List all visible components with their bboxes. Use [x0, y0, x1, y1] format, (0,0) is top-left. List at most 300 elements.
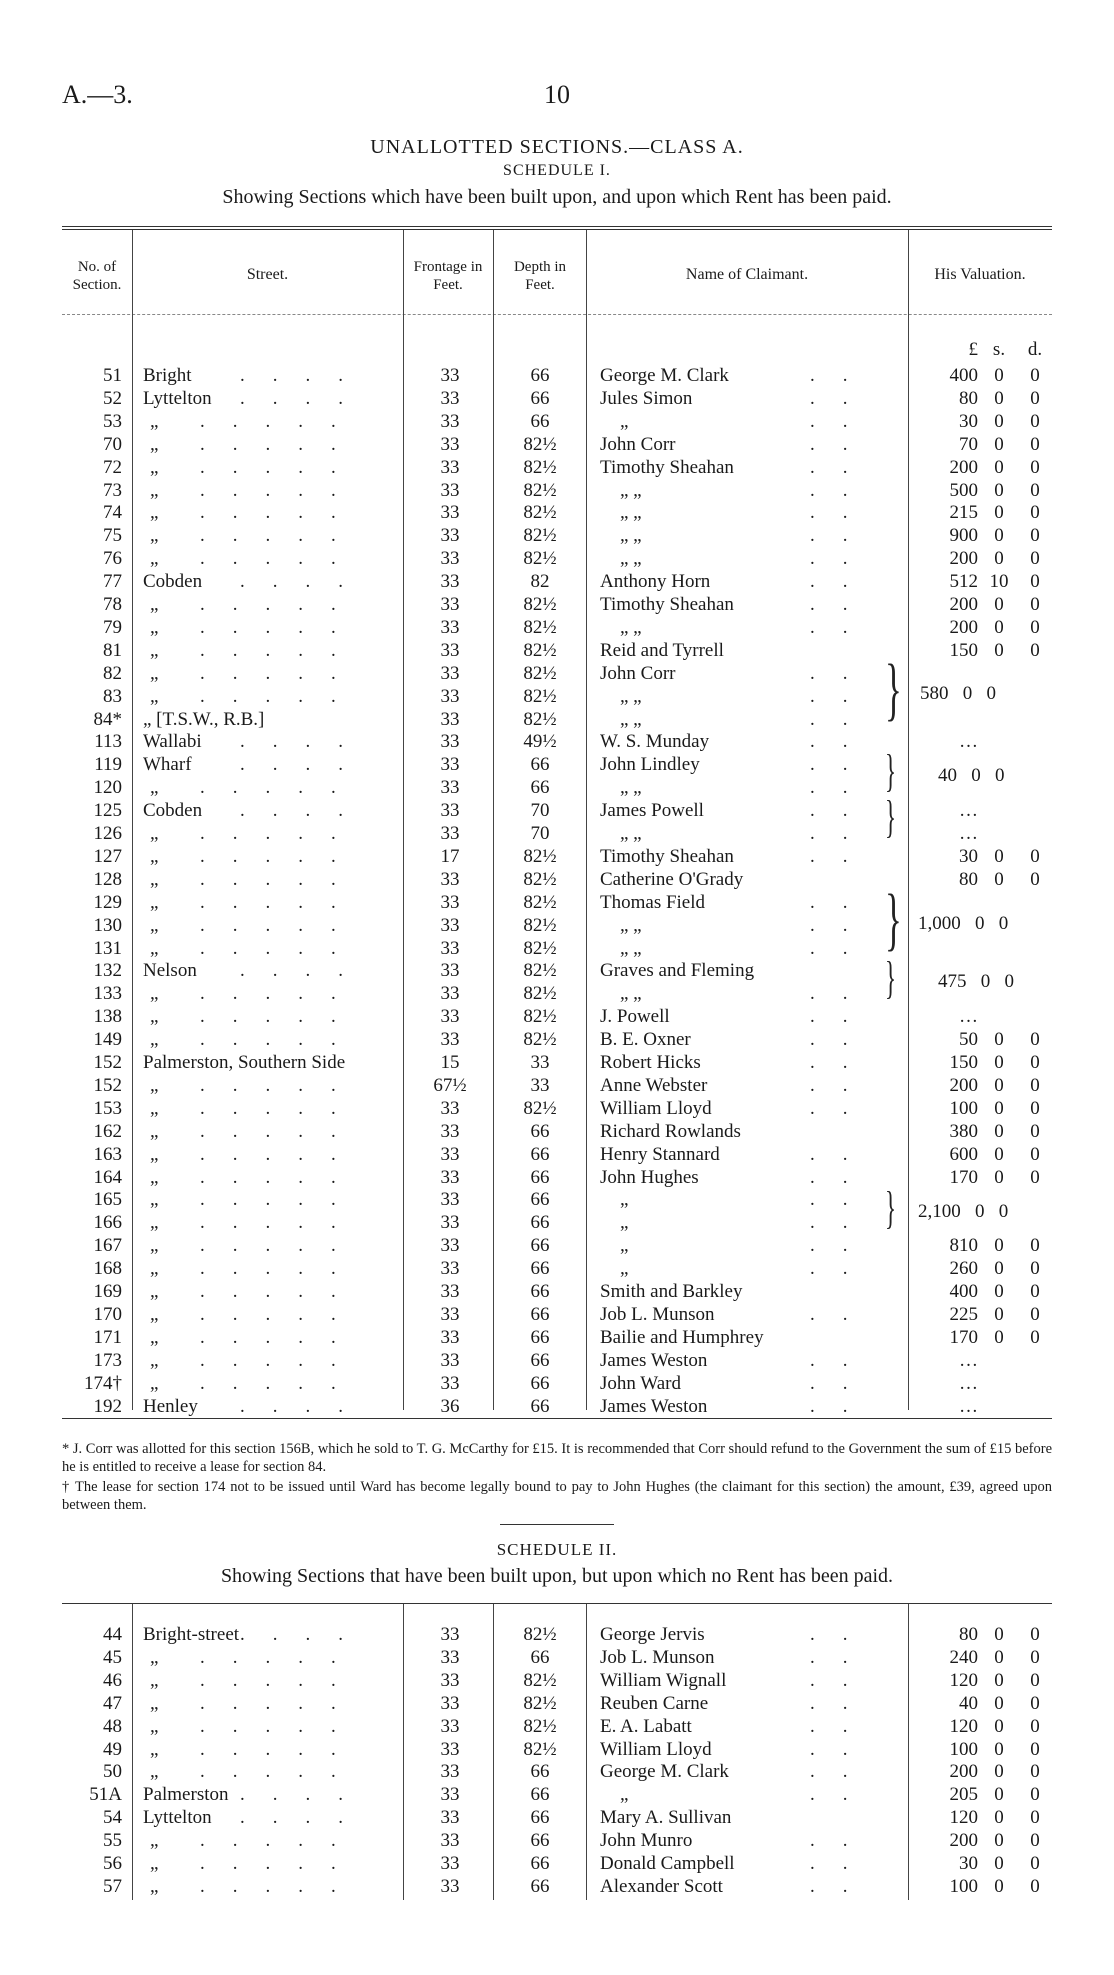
- section-number: 127: [93, 845, 122, 867]
- table-row: [0, 1875, 1114, 1898]
- valuation-shillings: 0: [994, 1029, 1004, 1051]
- section-number: 125: [93, 800, 122, 822]
- depth: 82½: [523, 937, 557, 959]
- table-row: [0, 479, 1114, 502]
- claimant-name: „ „: [620, 502, 642, 524]
- section-number: 153: [93, 1097, 122, 1119]
- section-number: 152: [93, 1052, 122, 1073]
- leader-dots: .....: [200, 1120, 364, 1142]
- valuation-pence: 0: [1030, 1143, 1040, 1165]
- valuation-shillings: 0: [994, 1761, 1004, 1783]
- claimant-name: William Lloyd: [600, 1738, 712, 1760]
- claimant-name: „ „: [620, 548, 642, 570]
- street-name: „: [150, 1761, 159, 1783]
- frontage: 33: [440, 365, 460, 386]
- claimant-name: „ „: [620, 685, 642, 707]
- street-name: Henley: [143, 1395, 198, 1417]
- depth: 82½: [523, 891, 557, 913]
- section-number: 72: [103, 456, 122, 478]
- section-number: 165: [93, 1189, 122, 1211]
- leader-dots: .....: [200, 525, 364, 547]
- frontage: 33: [440, 1281, 460, 1302]
- valuation-pounds: 50: [959, 1029, 978, 1051]
- frontage: 36: [440, 1395, 460, 1417]
- leader-dots: .....: [200, 1372, 364, 1394]
- section-number: 138: [93, 1006, 122, 1028]
- table-row: [0, 1257, 1114, 1280]
- valuation-pence: 0: [1030, 1052, 1040, 1073]
- table-row: [0, 1829, 1114, 1852]
- frontage: 33: [440, 1006, 460, 1028]
- section-number: 120: [93, 777, 122, 799]
- valuation-pounds: 512: [949, 571, 978, 593]
- section-number: 128: [93, 868, 122, 890]
- street-name: „: [150, 1235, 159, 1257]
- depth: 82½: [523, 868, 557, 890]
- claimant-name: W. S. Munday: [600, 731, 710, 753]
- street-name: „: [150, 777, 159, 799]
- frontage: 33: [440, 708, 460, 730]
- schedule-two-subtitle: Showing Sections that have been built upon, but upon which no Rent has been paid.: [220, 1565, 894, 1587]
- valuation-pounds: 215: [949, 502, 978, 524]
- leader-dots: ..: [810, 1784, 876, 1806]
- leader-dots: ..: [810, 685, 876, 707]
- street-name: „: [150, 1738, 159, 1760]
- document-code: A.—3.: [62, 80, 133, 109]
- valuation-shillings: 0: [994, 410, 1004, 432]
- valuation-shillings: 0: [994, 639, 1004, 661]
- street-name: „: [150, 479, 159, 501]
- valuation-pounds: …: [959, 1349, 978, 1371]
- section-number: 119: [94, 754, 122, 776]
- street-name: „: [150, 983, 159, 1005]
- leader-dots: .....: [200, 1853, 364, 1874]
- claimant-name: E. A. Labatt: [600, 1715, 692, 1737]
- leader-dots: ..: [810, 800, 876, 822]
- table-row: [0, 593, 1114, 616]
- section-number: 152: [93, 1074, 122, 1096]
- valuation-pounds: 260: [949, 1258, 978, 1280]
- table-row: [0, 822, 1114, 845]
- section-number: 168: [93, 1258, 122, 1280]
- frontage: 33: [440, 1715, 460, 1737]
- valuation-pence: 0: [1030, 1097, 1040, 1119]
- leader-dots: .....: [200, 845, 364, 867]
- leader-dots: ..: [810, 548, 876, 570]
- grouped-valuation: 2,100 0 0: [918, 1201, 1009, 1222]
- valuation-pence: 0: [1030, 1784, 1040, 1806]
- table-row: [0, 1806, 1114, 1829]
- claimant-name: Graves and Fleming: [600, 960, 755, 982]
- schedule-one-title: SCHEDULE I.: [503, 162, 611, 179]
- street-name: „: [150, 685, 159, 707]
- claimant-name: Richard Rowlands: [600, 1120, 741, 1142]
- depth: 70: [530, 823, 550, 844]
- leader-dots: ..: [810, 525, 876, 547]
- street-name: „: [150, 1189, 159, 1211]
- leader-dots: .....: [200, 1692, 364, 1714]
- claimant-name: John Ward: [600, 1372, 681, 1394]
- claimant-name: Donald Campbell: [600, 1853, 735, 1874]
- table-row: [0, 1166, 1114, 1189]
- leader-dots: .....: [200, 777, 364, 799]
- section-number: 167: [93, 1235, 122, 1257]
- valuation-shillings: 0: [994, 845, 1004, 867]
- valuation-pounds: 200: [949, 456, 978, 478]
- depth: 82½: [523, 1097, 557, 1119]
- section-number: 166: [93, 1212, 122, 1234]
- valuation-shillings: 0: [994, 1303, 1004, 1325]
- group-brace: }: [885, 651, 902, 728]
- valuation-pounds: …: [959, 1006, 978, 1028]
- valuation-pence: 0: [1030, 1074, 1040, 1096]
- leader-dots: ..: [810, 1372, 876, 1394]
- valuation-pence: 0: [1030, 410, 1040, 432]
- section-number: 162: [93, 1120, 122, 1142]
- valuation-shillings: 0: [994, 525, 1004, 547]
- depth: 66: [530, 1212, 550, 1234]
- valuation-pounds: 30: [959, 1853, 978, 1874]
- leader-dots: ..: [810, 1143, 876, 1165]
- depth: 66: [530, 410, 550, 432]
- section-number: 126: [93, 823, 122, 844]
- table-row: [0, 1349, 1114, 1372]
- claimant-name: Smith and Barkley: [600, 1281, 743, 1302]
- depth: 66: [530, 1875, 550, 1897]
- leader-dots: ..: [810, 937, 876, 959]
- valuation-pence: 0: [1030, 387, 1040, 409]
- valuation-pounds: …: [959, 800, 978, 822]
- claimant-name: Reid and Tyrrell: [600, 639, 724, 661]
- section-number: 57: [103, 1875, 122, 1897]
- street-name: „: [150, 1669, 159, 1691]
- valuation-pence: 0: [1030, 1303, 1040, 1325]
- frontage: 33: [440, 1646, 460, 1668]
- valuation-pounds: 200: [949, 1830, 978, 1852]
- valuation-pence: 0: [1030, 1029, 1040, 1051]
- section-number: 70: [103, 433, 122, 455]
- section-number: 54: [103, 1807, 122, 1829]
- footnote-rule: [500, 1524, 614, 1525]
- valuation-pence: 0: [1030, 456, 1040, 478]
- street-name: Palmerston, Southern Side: [143, 1052, 346, 1073]
- section-number: 78: [103, 594, 122, 615]
- frontage: 15: [440, 1052, 460, 1073]
- leader-dots: .....: [200, 1303, 364, 1325]
- leader-dots: .....: [200, 502, 364, 524]
- valuation-pence: 0: [1030, 868, 1040, 890]
- table-row: [0, 1715, 1114, 1738]
- section-number: 75: [103, 525, 122, 547]
- leader-dots: ....: [240, 1807, 371, 1829]
- table-row: [0, 433, 1114, 456]
- valuation-pounds: …: [959, 731, 978, 753]
- frontage: 33: [440, 639, 460, 661]
- frontage: 33: [440, 1853, 460, 1874]
- street-name: „: [150, 845, 159, 867]
- leader-dots: ..: [810, 479, 876, 501]
- leader-dots: ..: [810, 708, 876, 730]
- depth: 82½: [523, 616, 557, 638]
- leader-dots: .....: [200, 1761, 364, 1783]
- leader-dots: ..: [810, 1830, 876, 1852]
- currency-units-row: [0, 338, 1114, 361]
- valuation-pounds: 30: [959, 410, 978, 432]
- table-row: [0, 410, 1114, 433]
- valuation-shillings: 0: [994, 1326, 1004, 1348]
- depth: 82½: [523, 983, 557, 1005]
- pounds-unit: £: [968, 339, 978, 360]
- frontage: 33: [440, 983, 460, 1005]
- frontage: 33: [440, 1303, 460, 1325]
- depth: 66: [530, 1120, 550, 1142]
- frontage: 33: [440, 525, 460, 547]
- leader-dots: ..: [810, 1624, 876, 1645]
- claimant-name: George M. Clark: [600, 365, 729, 386]
- leader-dots: ....: [240, 1624, 371, 1645]
- depth: 82½: [523, 1669, 557, 1691]
- claimant-name: Anne Webster: [600, 1074, 708, 1096]
- table-row: [0, 1669, 1114, 1692]
- table-row: [0, 1051, 1114, 1074]
- valuation-pence: 0: [1030, 365, 1040, 386]
- valuation-shillings: 0: [994, 365, 1004, 386]
- depth: 82½: [523, 433, 557, 455]
- section-number: 48: [103, 1715, 122, 1737]
- valuation-pounds: 100: [949, 1875, 978, 1897]
- street-name: Lyttelton: [143, 387, 212, 409]
- street-name: „: [150, 823, 159, 844]
- claimant-name: Reuben Carne: [600, 1692, 709, 1714]
- leader-dots: .....: [200, 1006, 364, 1028]
- depth: 66: [530, 1189, 550, 1211]
- leader-dots: ..: [810, 1669, 876, 1691]
- frontage: 33: [440, 433, 460, 455]
- claimant-name: John Lindley: [600, 754, 700, 776]
- valuation-pence: 0: [1030, 548, 1040, 570]
- section-number: 74: [103, 502, 122, 524]
- frontage: 33: [440, 1624, 460, 1645]
- frontage: 33: [440, 594, 460, 615]
- section-number: 174†: [84, 1372, 122, 1394]
- leader-dots: .....: [200, 1715, 364, 1737]
- leader-dots: .....: [200, 594, 364, 615]
- claimant-name: Bailie and Humphrey: [600, 1326, 764, 1348]
- section-number: 52: [103, 387, 122, 409]
- valuation-pounds: 150: [949, 1052, 978, 1073]
- valuation-shillings: 0: [994, 1258, 1004, 1280]
- leader-dots: ....: [240, 571, 371, 593]
- valuation-pounds: 400: [949, 1281, 978, 1302]
- street-name: „: [150, 1281, 159, 1302]
- frontage: 33: [440, 1669, 460, 1691]
- table-row: [0, 524, 1114, 547]
- table-row: [0, 364, 1114, 387]
- frontage: 33: [440, 1189, 460, 1211]
- leader-dots: .....: [200, 1349, 364, 1371]
- schedule-two-top-rule: [62, 1603, 1052, 1604]
- frontage: 33: [440, 868, 460, 890]
- valuation-pounds: …: [959, 823, 978, 844]
- valuation-pence: 0: [1030, 1646, 1040, 1668]
- leader-dots: .....: [200, 548, 364, 570]
- street-name: „: [150, 1875, 159, 1897]
- frontage: 33: [440, 1692, 460, 1714]
- valuation-pence: 0: [1030, 1166, 1040, 1188]
- claimant-name: „ „: [620, 479, 642, 501]
- claimant-name: „ „: [620, 777, 642, 799]
- section-number: 46: [103, 1669, 122, 1691]
- leader-dots: ..: [810, 456, 876, 478]
- claimant-name: Timothy Sheahan: [600, 594, 734, 615]
- valuation-pounds: 80: [959, 387, 978, 409]
- frontage: 33: [440, 479, 460, 501]
- table-row: [0, 868, 1114, 891]
- frontage: 33: [440, 1258, 460, 1280]
- street-name: „: [150, 1006, 159, 1028]
- frontage: 33: [440, 731, 460, 753]
- valuation-pounds: 70: [959, 433, 978, 455]
- claimant-name: Thomas Field: [600, 891, 706, 913]
- frontage: 33: [440, 914, 460, 936]
- frontage: 33: [440, 1807, 460, 1829]
- claimant-name: „: [620, 1235, 629, 1257]
- street-name: „: [150, 1692, 159, 1714]
- frontage: 33: [440, 1830, 460, 1852]
- leader-dots: ....: [240, 1784, 371, 1806]
- section-number: 82: [103, 662, 122, 684]
- table-row: [0, 1646, 1114, 1669]
- claimant-name: John Hughes: [600, 1166, 699, 1188]
- leader-dots: ..: [810, 387, 876, 409]
- leader-dots: ..: [810, 823, 876, 844]
- valuation-shillings: 0: [994, 1738, 1004, 1760]
- depth: 66: [530, 1807, 550, 1829]
- main-title: UNALLOTTED SECTIONS.—CLASS A.: [370, 136, 744, 158]
- frontage: 33: [440, 387, 460, 409]
- leader-dots: .....: [200, 616, 364, 638]
- leader-dots: ..: [810, 1853, 876, 1874]
- leader-dots: ..: [810, 1258, 876, 1280]
- leader-dots: ..: [810, 1097, 876, 1119]
- valuation-shillings: 0: [994, 456, 1004, 478]
- claimant-name: Anthony Horn: [600, 571, 711, 593]
- grouped-valuation: 475 0 0: [938, 971, 1014, 992]
- street-name: „: [150, 662, 159, 684]
- section-number: 55: [103, 1830, 122, 1852]
- table-top-rule-2: [62, 229, 1052, 230]
- leader-dots: .....: [200, 1143, 364, 1165]
- leader-dots: .....: [200, 662, 364, 684]
- leader-dots: ..: [810, 891, 876, 913]
- street-name: „: [150, 616, 159, 638]
- leader-dots: .....: [200, 479, 364, 501]
- depth: 82½: [523, 1006, 557, 1028]
- depth: 66: [530, 1830, 550, 1852]
- leader-dots: ..: [810, 1349, 876, 1371]
- section-number: 56: [103, 1853, 122, 1874]
- claimant-name: „: [620, 1784, 629, 1806]
- valuation-pence: 0: [1030, 1830, 1040, 1852]
- leader-dots: .....: [200, 1074, 364, 1096]
- street-name: „: [150, 1074, 159, 1096]
- section-number: 73: [103, 479, 122, 501]
- valuation-pence: 0: [1030, 571, 1040, 593]
- valuation-shillings: 0: [994, 1166, 1004, 1188]
- street-name: Nelson: [143, 960, 197, 982]
- frontage: 33: [440, 685, 460, 707]
- frontage: 33: [440, 548, 460, 570]
- table-row: [0, 1692, 1114, 1715]
- frontage: 33: [440, 777, 460, 799]
- valuation-shillings: 0: [994, 502, 1004, 524]
- claimant-name: Catherine O'Grady: [600, 868, 744, 890]
- valuation-pence: 0: [1030, 594, 1040, 615]
- street-name: „: [150, 1646, 159, 1668]
- valuation-pence: 0: [1030, 1761, 1040, 1783]
- frontage: 33: [440, 1120, 460, 1142]
- table-row: [0, 1783, 1114, 1806]
- table-row: [0, 1738, 1114, 1761]
- leader-dots: .....: [200, 1166, 364, 1188]
- leader-dots: ..: [810, 365, 876, 386]
- table-row: [0, 1372, 1114, 1395]
- depth: 82½: [523, 1692, 557, 1714]
- valuation-pounds: 30: [959, 845, 978, 867]
- table-header-rule: [62, 314, 1052, 315]
- valuation-pounds: 100: [949, 1097, 978, 1119]
- depth: 66: [530, 1235, 550, 1257]
- valuation-pounds: 40: [959, 1692, 978, 1714]
- frontage: 33: [440, 1212, 460, 1234]
- table-row: [0, 501, 1114, 524]
- depth: 33: [530, 1052, 550, 1073]
- section-number: 164: [93, 1166, 122, 1188]
- column-header-frontage: Frontage in Feet.: [413, 259, 483, 293]
- table-row: [0, 1028, 1114, 1051]
- valuation-pence: 0: [1030, 433, 1040, 455]
- street-name: „: [150, 502, 159, 524]
- street-name: Bright-street: [143, 1624, 240, 1645]
- depth: 66: [530, 1143, 550, 1165]
- frontage: 33: [440, 1761, 460, 1783]
- frontage: 33: [440, 410, 460, 432]
- section-number: 133: [93, 983, 122, 1005]
- leader-dots: ....: [240, 754, 371, 776]
- depth: 66: [530, 1853, 550, 1874]
- street-name: „: [150, 1143, 159, 1165]
- street-name: „: [150, 1212, 159, 1234]
- valuation-shillings: 0: [994, 868, 1004, 890]
- valuation-shillings: 0: [994, 1646, 1004, 1668]
- leader-dots: ..: [810, 571, 876, 593]
- street-name: Lyttelton: [143, 1807, 212, 1829]
- valuation-pence: 0: [1030, 1235, 1040, 1257]
- group-brace: }: [885, 1182, 897, 1233]
- table-row: [0, 1280, 1114, 1303]
- street-name: „: [150, 914, 159, 936]
- valuation-pounds: 380: [949, 1120, 978, 1142]
- street-name: Cobden: [143, 800, 203, 822]
- depth: 66: [530, 1395, 550, 1417]
- frontage: 33: [440, 662, 460, 684]
- valuation-shillings: 0: [994, 1692, 1004, 1714]
- valuation-shillings: 0: [994, 1624, 1004, 1645]
- street-name: „: [150, 891, 159, 913]
- depth: 66: [530, 1303, 550, 1325]
- claimant-name: James Weston: [600, 1395, 708, 1417]
- claimant-name: John Munro: [600, 1830, 693, 1852]
